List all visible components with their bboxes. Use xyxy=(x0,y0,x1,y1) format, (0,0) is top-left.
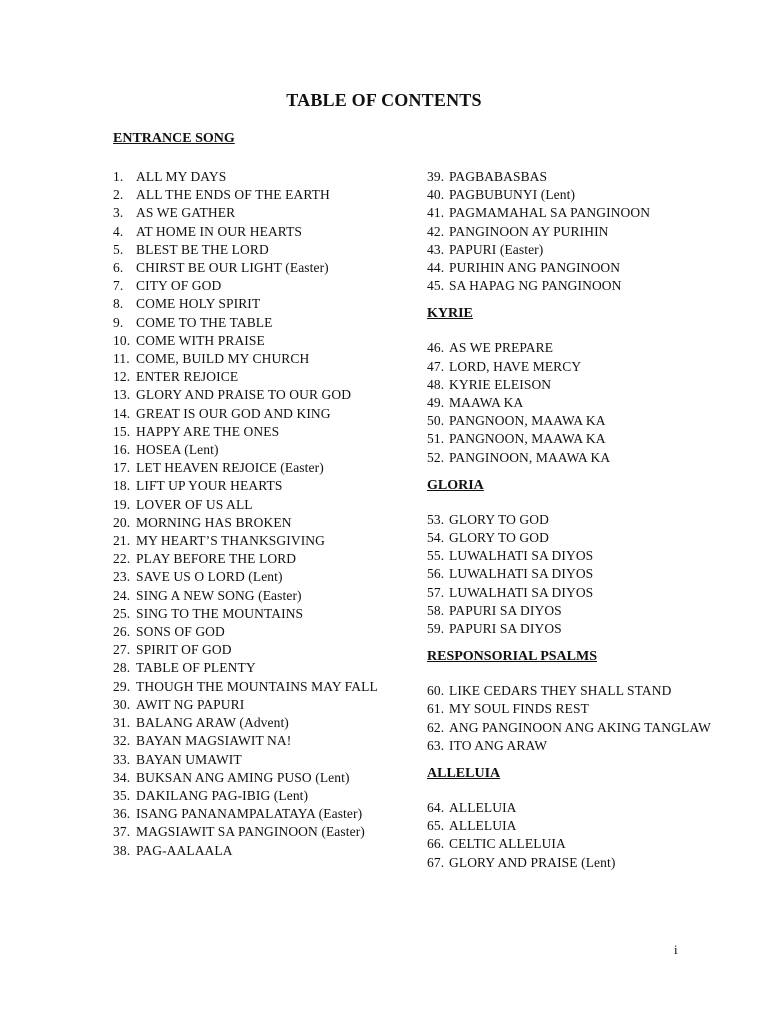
toc-entry xyxy=(427,412,727,430)
toc-entry-title: PANGINOON AY PURIHIN xyxy=(449,223,609,239)
toc-entry-title: HAPPY ARE THE ONES xyxy=(136,423,280,439)
section-heading: ALLELUIA xyxy=(427,766,501,782)
toc-entry-title: PAPURI SA DIYOS xyxy=(449,621,562,637)
toc-entry-title: COME WITH PRAISE xyxy=(136,332,265,348)
toc-entry xyxy=(427,186,727,204)
toc-entry-number: 29. xyxy=(113,678,131,694)
toc-entry-title: PANGNOON, MAAWA KA xyxy=(449,431,606,447)
toc-entry-title: SA HAPAG NG PANGINOON xyxy=(449,278,622,294)
toc-entry-number: 36. xyxy=(113,806,131,822)
toc-entry-number: 64. xyxy=(427,800,445,816)
toc-entry-number: 43. xyxy=(427,241,445,257)
toc-entry-title: KYRIE ELEISON xyxy=(449,376,552,392)
toc-entry-title: ENTER REJOICE xyxy=(136,369,239,385)
toc-entry-title: PLAY BEFORE THE LORD xyxy=(136,551,297,567)
toc-entry xyxy=(113,623,413,641)
toc-entry-title: BAYAN UMAWIT xyxy=(136,751,242,767)
toc-entry xyxy=(113,314,413,332)
toc-entry-number: 15. xyxy=(113,423,131,439)
toc-entry xyxy=(427,835,727,853)
toc-entry-number: 53. xyxy=(427,511,445,527)
toc-entry-title: SING TO THE MOUNTAINS xyxy=(136,605,304,621)
toc-entry xyxy=(113,405,413,423)
toc-list xyxy=(427,339,727,466)
toc-entry xyxy=(427,241,727,259)
toc-entry xyxy=(113,350,413,368)
toc-entry-title: PURIHIN ANG PANGINOON xyxy=(449,260,621,276)
toc-entry-title: TABLE OF PLENTY xyxy=(136,660,256,676)
toc-entry-title: MORNING HAS BROKEN xyxy=(136,514,292,530)
toc-entry-title: GLORY TO GOD xyxy=(449,511,549,527)
toc-entry xyxy=(113,277,413,295)
toc-entry-title: ALL THE ENDS OF THE EARTH xyxy=(136,187,330,203)
toc-entry-number: 40. xyxy=(427,187,445,203)
toc-entry xyxy=(427,204,727,222)
toc-entry xyxy=(427,817,727,835)
toc-entry-title: PAPURI (Easter) xyxy=(449,241,544,257)
toc-entry-number: 45. xyxy=(427,278,445,294)
toc-entry xyxy=(427,602,727,620)
toc-entry xyxy=(113,714,413,732)
toc-entry xyxy=(427,737,727,755)
toc-entry xyxy=(113,496,413,514)
toc-entry xyxy=(113,550,413,568)
toc-entry-title: PANGINOON, MAAWA KA xyxy=(449,449,611,465)
toc-entry-title: LOVER OF US ALL xyxy=(136,496,253,512)
toc-entry-title: SPIRIT OF GOD xyxy=(136,642,232,658)
toc-entry-title: ISANG PANANAMPALATAYA (Easter) xyxy=(136,806,363,822)
toc-entry-number: 34. xyxy=(113,769,131,785)
toc-entry-title: SAVE US O LORD (Lent) xyxy=(136,569,283,585)
toc-entry-title: ITO ANG ARAW xyxy=(449,737,548,753)
toc-entry-title: CELTIC ALLELUIA xyxy=(449,836,566,852)
toc-entry-title: PAGMAMAHAL SA PANGINOON xyxy=(449,205,651,221)
section-heading: KYRIE xyxy=(427,306,473,322)
toc-entry xyxy=(113,514,413,532)
toc-entry-number: 57. xyxy=(427,584,445,600)
toc-entry xyxy=(113,459,413,477)
toc-list xyxy=(427,799,727,872)
toc-entry-number: 24. xyxy=(113,587,131,603)
toc-entry-title: GLORY TO GOD xyxy=(449,530,549,546)
toc-entry-number: 10. xyxy=(113,332,131,348)
toc-entry xyxy=(427,358,727,376)
toc-entry-title: PAGBUBUNYI (Lent) xyxy=(449,187,576,203)
toc-entry-number: 42. xyxy=(427,223,445,239)
toc-entry-number: 9. xyxy=(113,314,124,330)
toc-entry-number: 19. xyxy=(113,496,131,512)
toc-entry-number: 66. xyxy=(427,836,445,852)
toc-entry xyxy=(113,587,413,605)
toc-entry xyxy=(427,547,727,565)
toc-entry-number: 3. xyxy=(113,205,124,221)
toc-entry xyxy=(113,696,413,714)
toc-entry-number: 30. xyxy=(113,696,131,712)
toc-list xyxy=(427,168,727,295)
toc-entry-number: 60. xyxy=(427,683,445,699)
toc-entry-number: 16. xyxy=(113,442,131,458)
toc-entry xyxy=(113,751,413,769)
toc-entry xyxy=(113,441,413,459)
toc-entry-number: 46. xyxy=(427,340,445,356)
toc-entry xyxy=(113,241,413,259)
toc-entry xyxy=(113,168,413,186)
toc-entry-number: 62. xyxy=(427,719,445,735)
toc-entry-title: BLEST BE THE LORD xyxy=(136,241,269,257)
toc-entry-number: 50. xyxy=(427,413,445,429)
toc-entry-number: 47. xyxy=(427,358,445,374)
toc-entry xyxy=(427,719,727,737)
toc-entry-number: 56. xyxy=(427,566,445,582)
section-heading: RESPONSORIAL PSALMS xyxy=(427,649,597,665)
toc-entry-number: 51. xyxy=(427,431,445,447)
toc-entry-number: 23. xyxy=(113,569,131,585)
toc-entry xyxy=(113,605,413,623)
toc-entry-title: COME, BUILD MY CHURCH xyxy=(136,351,310,367)
toc-entry-number: 8. xyxy=(113,296,124,312)
toc-entry-title: MY HEART’S THANKSGIVING xyxy=(136,533,325,549)
toc-entry-title: AWIT NG PAPURI xyxy=(136,696,245,712)
toc-entry-title: AT HOME IN OUR HEARTS xyxy=(136,223,303,239)
toc-entry-title: THOUGH THE MOUNTAINS MAY FALL xyxy=(136,678,378,694)
toc-entry xyxy=(113,386,413,404)
toc-entry-title: COME TO THE TABLE xyxy=(136,314,273,330)
toc-entry-title: ALL MY DAYS xyxy=(136,169,227,184)
toc-entry-number: 48. xyxy=(427,376,445,392)
toc-entry-number: 31. xyxy=(113,715,131,731)
toc-entry-number: 27. xyxy=(113,642,131,658)
toc-entry-number: 7. xyxy=(113,278,124,294)
toc-entry-number: 32. xyxy=(113,733,131,749)
toc-entry-number: 4. xyxy=(113,223,124,239)
toc-entry xyxy=(113,823,413,841)
toc-entry xyxy=(113,805,413,823)
toc-entry-number: 26. xyxy=(113,624,131,640)
toc-entry xyxy=(427,449,727,467)
toc-entry xyxy=(113,568,413,586)
toc-entry xyxy=(113,532,413,550)
toc-entry-number: 63. xyxy=(427,737,445,753)
toc-entry-number: 35. xyxy=(113,787,131,803)
toc-list xyxy=(427,511,727,638)
toc-entry-number: 39. xyxy=(427,169,445,184)
toc-entry-number: 58. xyxy=(427,602,445,618)
toc-entry xyxy=(113,787,413,805)
toc-entry-number: 55. xyxy=(427,548,445,564)
toc-entry-number: 25. xyxy=(113,605,131,621)
toc-entry-number: 38. xyxy=(113,842,131,858)
toc-entry-number: 11. xyxy=(113,351,130,367)
toc-entry-number: 59. xyxy=(427,621,445,637)
toc-entry xyxy=(427,565,727,583)
toc-entry xyxy=(113,477,413,495)
toc-entry-number: 2. xyxy=(113,187,124,203)
toc-entry-title: GLORY AND PRAISE TO OUR GOD xyxy=(136,387,352,403)
toc-entry-number: 20. xyxy=(113,514,131,530)
toc-entry-title: LUWALHATI SA DIYOS xyxy=(449,548,594,564)
toc-entry-number: 17. xyxy=(113,460,131,476)
toc-entry xyxy=(113,368,413,386)
toc-entry-title: CITY OF GOD xyxy=(136,278,222,294)
toc-entry-title: PAPURI SA DIYOS xyxy=(449,602,562,618)
toc-entry-number: 54. xyxy=(427,530,445,546)
toc-entry-title: ANG PANGINOON ANG AKING TANGLAW xyxy=(449,719,711,735)
toc-entry-title: ALLELUIA xyxy=(449,800,517,816)
toc-entry-title: PAGBABASBAS xyxy=(449,169,548,184)
toc-entry xyxy=(427,430,727,448)
toc-entry-title: COME HOLY SPIRIT xyxy=(136,296,261,312)
toc-entry-title: DAKILANG PAG-IBIG (Lent) xyxy=(136,787,309,803)
toc-entry xyxy=(113,842,413,860)
toc-entry-title: SING A NEW SONG (Easter) xyxy=(136,587,302,603)
toc-entry xyxy=(427,223,727,241)
toc-entry xyxy=(427,277,727,295)
toc-entry xyxy=(427,620,727,638)
toc-entry xyxy=(427,584,727,602)
toc-entry xyxy=(427,799,727,817)
toc-entry-number: 41. xyxy=(427,205,445,221)
toc-entry-number: 67. xyxy=(427,854,445,870)
toc-entry-number: 13. xyxy=(113,387,131,403)
toc-entry-title: MAAWA KA xyxy=(449,395,524,411)
toc-entry-number: 52. xyxy=(427,449,445,465)
toc-entry xyxy=(113,641,413,659)
toc-entry xyxy=(113,204,413,222)
toc-entry-title: SONS OF GOD xyxy=(136,624,225,640)
toc-entry-number: 61. xyxy=(427,701,445,717)
toc-entry-title: MY SOUL FINDS REST xyxy=(449,701,589,717)
toc-entry-title: BAYAN MAGSIAWIT NA! xyxy=(136,733,292,749)
toc-entry-number: 22. xyxy=(113,551,131,567)
page-number: i xyxy=(674,942,678,957)
toc-entry xyxy=(427,511,727,529)
toc-entry xyxy=(113,295,413,313)
toc-entry xyxy=(113,769,413,787)
toc-entry xyxy=(113,332,413,350)
toc-entry-title: LIFT UP YOUR HEARTS xyxy=(136,478,283,494)
toc-entry xyxy=(427,168,727,186)
toc-entry-title: ALLELUIA xyxy=(449,818,517,834)
toc-entry-number: 1. xyxy=(113,169,124,184)
toc-entry-title: LUWALHATI SA DIYOS xyxy=(449,584,594,600)
toc-entry xyxy=(113,659,413,677)
toc-entry-number: 5. xyxy=(113,241,124,257)
toc-entry xyxy=(113,259,413,277)
toc-entry-title: GREAT IS OUR GOD AND KING xyxy=(136,405,331,421)
toc-entry-number: 65. xyxy=(427,818,445,834)
page-title: TABLE OF CONTENTS xyxy=(286,90,482,110)
toc-entry-title: MAGSIAWIT SA PANGINOON (Easter) xyxy=(136,824,365,840)
toc-list xyxy=(427,682,727,755)
toc-entry-title: CHIRST BE OUR LIGHT (Easter) xyxy=(136,260,329,276)
toc-entry xyxy=(427,394,727,412)
toc-entry-number: 14. xyxy=(113,405,131,421)
right-column xyxy=(427,168,727,872)
left-column xyxy=(113,130,413,860)
toc-entry-title: AS WE PREPARE xyxy=(449,340,554,356)
toc-entry-title: BUKSAN ANG AMING PUSO (Lent) xyxy=(136,769,350,785)
toc-entry xyxy=(113,186,413,204)
toc-entry-number: 12. xyxy=(113,369,131,385)
toc-entry xyxy=(427,854,727,872)
toc-entry xyxy=(113,423,413,441)
toc-entry xyxy=(113,678,413,696)
toc-list xyxy=(113,168,413,860)
toc-entry-number: 28. xyxy=(113,660,131,676)
toc-entry xyxy=(427,682,727,700)
toc-entry-number: 21. xyxy=(113,533,131,549)
toc-entry-title: AS WE GATHER xyxy=(136,205,236,221)
toc-entry xyxy=(427,339,727,357)
toc-entry-title: LIKE CEDARS THEY SHALL STAND xyxy=(449,683,672,699)
toc-entry-number: 44. xyxy=(427,260,445,276)
section-heading: GLORIA xyxy=(427,477,484,493)
toc-entry-number: 49. xyxy=(427,395,445,411)
toc-entry-title: LORD, HAVE MERCY xyxy=(449,358,582,374)
toc-entry xyxy=(113,732,413,750)
toc-entry-title: PAG-AALAALA xyxy=(136,842,233,858)
toc-entry xyxy=(427,376,727,394)
toc-entry-title: LET HEAVEN REJOICE (Easter) xyxy=(136,460,324,476)
toc-entry-number: 33. xyxy=(113,751,131,767)
section-heading: ENTRANCE SONG xyxy=(113,131,235,146)
toc-entry xyxy=(427,700,727,718)
toc-entry-title: HOSEA (Lent) xyxy=(136,442,219,458)
toc-entry-number: 6. xyxy=(113,260,124,276)
toc-entry xyxy=(427,529,727,547)
toc-entry-number: 37. xyxy=(113,824,131,840)
toc-entry xyxy=(427,259,727,277)
toc-entry xyxy=(113,223,413,241)
toc-entry-title: GLORY AND PRAISE (Lent) xyxy=(449,854,616,870)
toc-entry-title: PANGNOON, MAAWA KA xyxy=(449,413,606,429)
toc-entry-title: LUWALHATI SA DIYOS xyxy=(449,566,594,582)
toc-entry-title: BALANG ARAW (Advent) xyxy=(136,715,289,731)
toc-entry-number: 18. xyxy=(113,478,131,494)
